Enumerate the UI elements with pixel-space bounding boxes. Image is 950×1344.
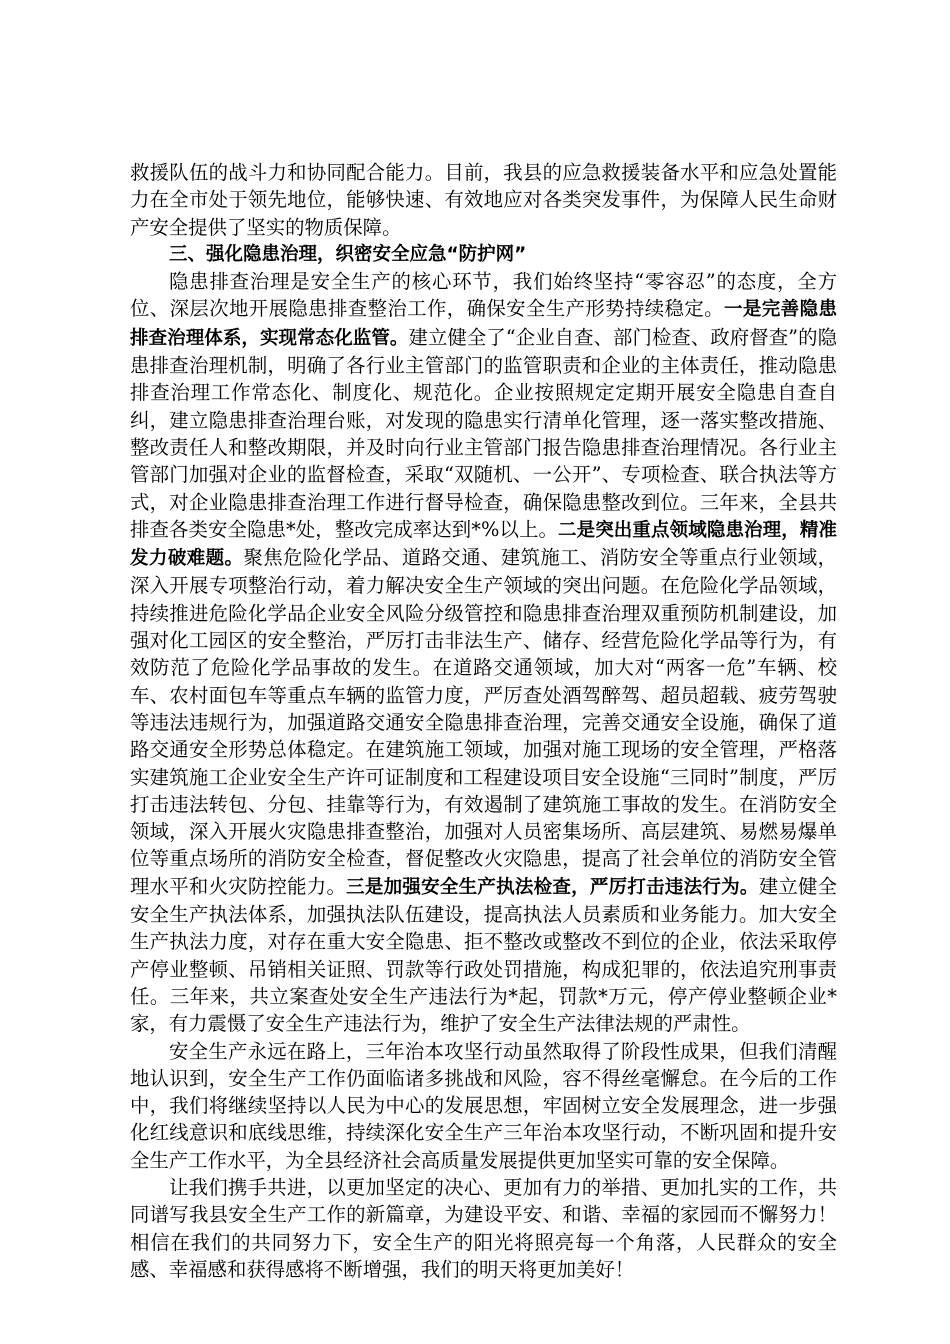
closing-paragraph: 让我们携手共进，以更加坚定的决心、更加有力的举措、更加扎实的工作，共同谱写我县安全生产工作的新篇章，为建设平安、和谐、幸福的家园而不懈努力！相信在我们的共同努力下，安全生产的阳光将照亮每一个角落，人民群众的安全感、幸福感和获得感将不断增强，我们的明天将更加美好！ <box>130 1175 837 1281</box>
intro-paragraph: 救援队伍的战斗力和协同配合能力。目前，我县的应急救援装备水平和应急处置能力在全市处于领先地位，能够快速、有效地应对各类突发事件，为保障人民生命财产安全提供了坚实的物质保障。 <box>130 161 837 239</box>
paragraph-text: 聚焦危险化学品、道路交通、建筑施工、消防安全等重点行业领域，深入开展专项整治行动，着力解决安全生产领域的突出问题。在危险化学品领域，持续推进危险化学品企业安全风险分级管控和隐患排查治理双重预防机制建设，加强对化工园区的安全整治，严厉打击非法生产、储存、经营危险化学品等行为，有效防范了危险化学品事故的发生。在道路交通领域，加大对“两客一危”车辆、校车、农村面包车等重点车辆的监管力度，严厉查处酒驾醉驾、超员超载、疲劳驾驶等违法违规行为，加强道路交通安全隐患排查治理，完善交通安全设施，确保了道路交通安全形势总体稳定。在建筑施工领域，加强对施工现场的安全管理，严格落实建筑施工企业安全生产许可证制度和工程建设项目安全设施“三同时”制度，严厉打击违法转包、分包、挂靠等行为，有效遏制了建筑施工事故的发生。在消防安全领域，深入开展火灾隐患排查整治，加强对人员密集场所、高层建筑、易燃易爆单位等重点场所的消防安全检查，督促整改火灾隐患，提高了社会单位的消防安全管理水平和火灾防控能力。 <box>130 546 837 898</box>
bold-subheading-3: 三是加强安全生产执法检查，严厉打击违法行为。 <box>346 876 759 898</box>
paragraph-text: 隐患排查治理是安全生产的核心环节，我们始终坚持“零容忍”的态度，全方位、深层次地开展隐患排查整治工作，确保安全生产形势持续稳定。 <box>130 270 837 321</box>
bold-subheading-2: 二是突出重点领域隐患治理，精准发力破难题。 <box>130 519 837 570</box>
document-body <box>130 159 837 1283</box>
paragraph-text: 建立健全安全生产执法体系，加强执法队伍建设，提高执法人员素质和业务能力。加大安全生产执法力度，对存在重大安全隐患、拒不整改或整改不到位的企业，依法采取停产停业整顿、吊销相关证照、罚款等行政处罚措施，构成犯罪的，依法追究刑事责任。三年来，共立案查处安全生产违法行为*起，罚款*万元，停产停业整顿企业*家，有力震慑了安全生产违法行为，维护了安全生产法律法规的严肃性。 <box>130 874 838 1036</box>
outlook-paragraph: 安全生产永远在路上，三年治本攻坚行动虽然取得了阶段性成果，但我们清醒地认识到，安全生产工作仍面临诸多挑战和风险，容不得丝毫懈怠。在今后的工作中，我们将继续坚持以人民为中心的发展思想，牢固树立安全发展理念，进一步强化红线意识和底线思维，持续深化安全生产三年治本攻坚行动，不断巩固和提升安全生产工作水平，为全县经济社会高质量发展提供更加坚实可靠的安全保障。 <box>130 1039 837 1172</box>
section-heading: 三、强化隐患治理，织密安全应急“防护网” <box>169 243 527 265</box>
bold-subheading-1: 一是完善隐患排查治理体系，实现常态化监管。 <box>130 299 837 349</box>
hazard-governance-paragraph <box>130 268 837 1037</box>
paragraph-text: 建立健全了“企业自查、部门检查、政府督查”的隐患排查治理机制，明确了各行业主管部门的监管职责和企业的主体责任，推动隐患排查治理工作常态化、制度化、规范化。企业按照规定定期开展安全隐患自查自纠，建立隐患排查治理台账，对发现的隐患实行清单化管理，逐一落实整改措施、整改责任人和整改期限，并及时向行业主管部门报告隐患排查治理情况。各行业主管部门加强对企业的监督检查，采取“双随机、一公开”、专项检查、联合执法等方式，对企业隐患排查治理工作进行督导检查，确保隐患整改到位。三年来，全县共排查各类安全隐患*处，整改完成率达到*%以上。 <box>130 325 837 541</box>
